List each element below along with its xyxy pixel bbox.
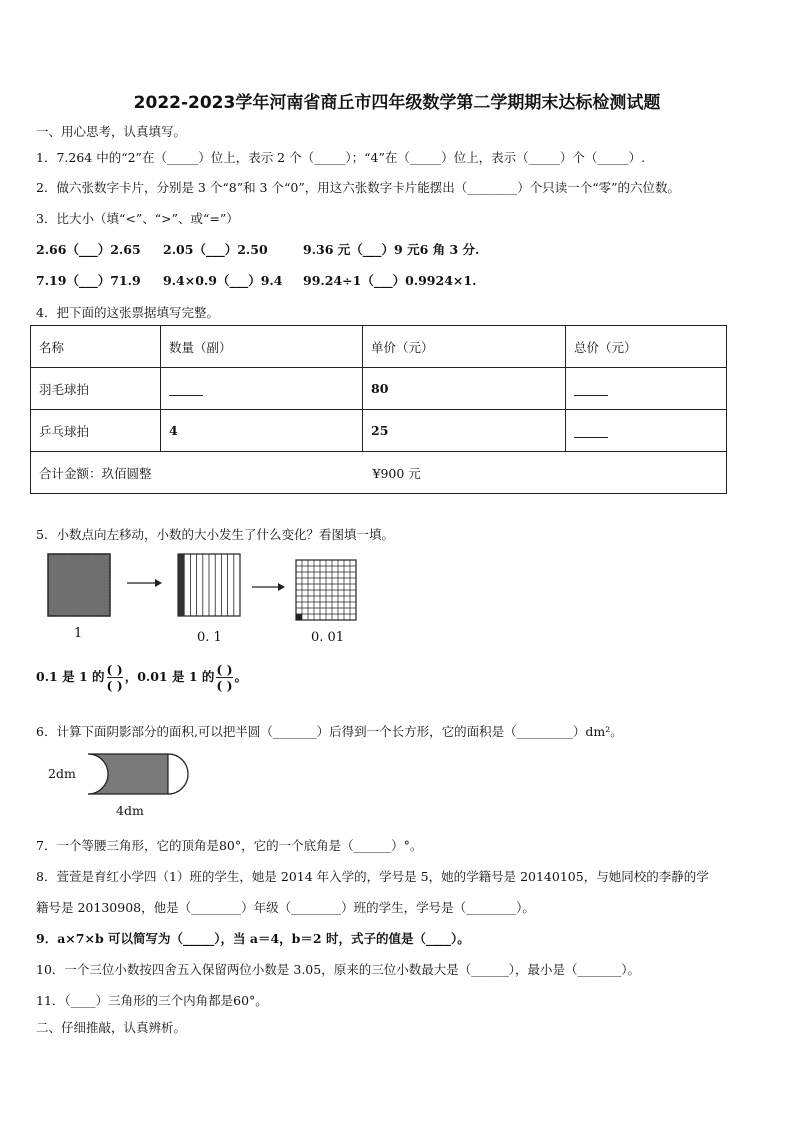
- answer-blank[interactable]: [574, 383, 608, 396]
- fraction-denominator: ( ): [106, 678, 123, 693]
- total-label: 合计金额：玖佰圆整: [39, 465, 152, 481]
- fraction-text: ，0.01 是 1 的: [124, 669, 215, 684]
- question-9: 9．a×7×b 可以简写为（_____），当 a＝4，b＝2 时，式子的值是（____）。: [36, 931, 470, 946]
- whole-square: [48, 554, 110, 616]
- table-cell: 80: [363, 368, 566, 410]
- section-heading-2: 二、仔细推敲，认真辨析。: [36, 1020, 187, 1035]
- figure-label: 0. 1: [197, 630, 222, 645]
- question-1: 1．7.264 中的“2”在（_____）位上，表示 2 个（_____）；“4”在（_____）位上，表示（_____）个（_____）.: [36, 150, 646, 165]
- compare-item: 9.36 元（___）9 元6 角 3 分.: [303, 242, 480, 257]
- receipt-table: [30, 325, 727, 494]
- section-heading-1: 一、用心思考，认真填写。: [36, 124, 187, 139]
- width-label: 4dm: [116, 803, 144, 818]
- question-11: 11．（____）三角形的三个内角都是60°。: [36, 993, 268, 1008]
- figure-label: 1: [74, 626, 83, 641]
- answer-blank[interactable]: [169, 383, 203, 396]
- compare-item: 2.66（___）2.65: [36, 242, 141, 257]
- question-6: 6．计算下面阴影部分的面积,可以把半圆（_______）后得到一个长方形，它的面积是（_________）dm²。: [36, 724, 623, 739]
- table-header-cell: 单价（元）: [363, 326, 566, 368]
- table-total-cell: [31, 452, 727, 494]
- table-cell: 乒乓球拍: [31, 410, 161, 452]
- table-row: [31, 368, 727, 410]
- fraction-numerator: ( ): [106, 662, 123, 677]
- table-header-cell: 总价（元）: [566, 326, 727, 368]
- fraction-text: 。: [234, 669, 248, 684]
- question-10: 10．一个三位小数按四舍五入保留两位小数是 3.05，原来的三位小数最大是（______），最小是（_______）。: [36, 962, 640, 977]
- table-cell: [566, 410, 727, 452]
- figure-label: 0. 01: [311, 630, 345, 645]
- arrow-head-icon: [155, 579, 162, 587]
- question-7: 7．一个等腰三角形，它的顶角是80°，它的一个底角是（______）°。: [36, 838, 423, 853]
- shaded-shape-figure: [84, 752, 194, 796]
- fraction-sentence: [36, 662, 247, 693]
- question-2: 2．做六张数字卡片，分别是 3 个“8”和 3 个“0”，用这六张数字卡片能摆出（________）个只读一个“零”的六位数。: [36, 180, 681, 195]
- answer-blank[interactable]: [574, 425, 608, 438]
- table-cell: 4: [161, 410, 363, 452]
- arrow-head-icon: [278, 583, 285, 591]
- table-cell: [161, 368, 363, 410]
- table-header-cell: 名称: [31, 326, 161, 368]
- table-cell: 25: [363, 410, 566, 452]
- question-8-line-2: 籍号是 20130908，他是（________）年级（________）班的学生，学号是（________）。: [36, 900, 535, 915]
- page-title: 2022-2023学年河南省商丘市四年级数学第二学期期末达标检测试题: [133, 93, 661, 113]
- tenths-square: [178, 554, 240, 616]
- fraction-numerator: ( ): [216, 662, 233, 677]
- question-5: 5．小数点向左移动，小数的大小发生了什么变化？看图填一填。: [36, 527, 394, 542]
- total-value: ¥900 元: [372, 465, 421, 481]
- right-semicircle: [168, 754, 188, 794]
- fraction-blank[interactable]: [107, 662, 123, 693]
- table-total-row: [31, 452, 727, 494]
- fraction-text: 0.1 是 1 的: [36, 669, 105, 684]
- question-8-line-1: 8．萱萱是育红小学四（1）班的学生，她是 2014 年入学的，学号是 5，她的学籍号是 20140105，与她同校的李静的学: [36, 869, 709, 884]
- question-3: 3．比大小（填“<”、“>”、或“=”）: [36, 211, 239, 226]
- hundredths-square: [296, 560, 356, 620]
- compare-item: 2.05（___）2.50: [163, 242, 268, 257]
- fraction-denominator: ( ): [216, 678, 233, 693]
- question-4: 4．把下面的这张票据填写完整。: [36, 305, 219, 320]
- table-header-row: [31, 326, 727, 368]
- height-label: 2dm: [48, 766, 76, 781]
- compare-item: 7.19（___）71.9: [36, 273, 141, 288]
- table-cell: 羽毛球拍: [31, 368, 161, 410]
- fraction-blank[interactable]: [216, 662, 232, 693]
- table-row: [31, 410, 727, 452]
- compare-item: 9.4×0.9（___）9.4: [163, 273, 283, 288]
- table-header-cell: 数量（副）: [161, 326, 363, 368]
- table-cell: [566, 368, 727, 410]
- compare-item: 99.24÷1（___）0.9924×1.: [303, 273, 477, 288]
